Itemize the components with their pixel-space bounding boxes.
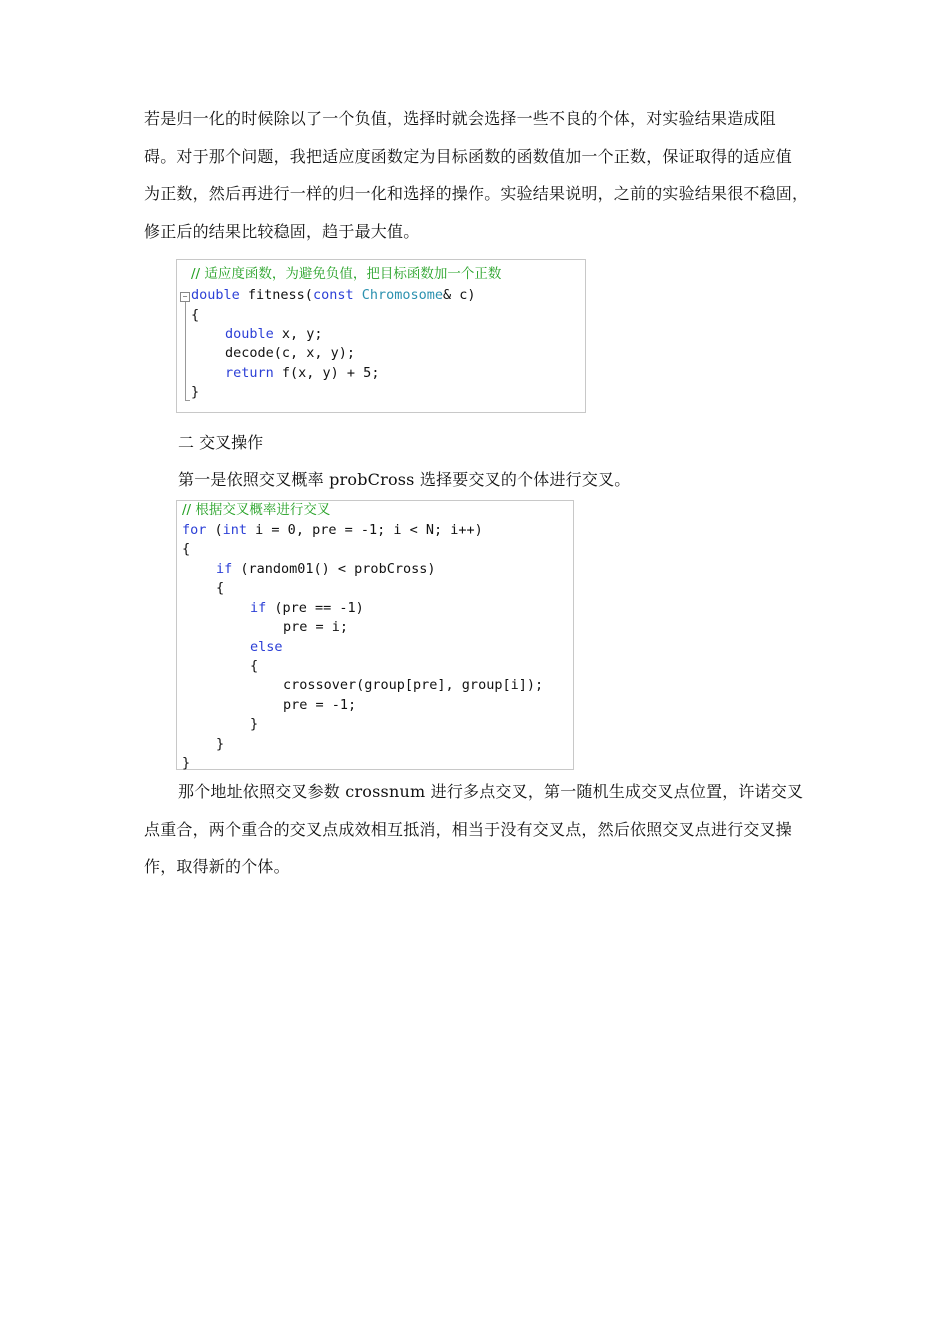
section-heading-crossover: 二 交叉操作 — [178, 433, 264, 452]
code-line-return — [225, 364, 379, 384]
code-text: & c) — [443, 287, 476, 303]
code-comment: // 根据交叉概率进行交叉 — [182, 502, 331, 518]
text-line: 作，取得新的个体。 — [144, 857, 290, 876]
paragraph-multipoint-crossover — [144, 773, 812, 886]
code-block-fitness — [176, 259, 586, 413]
keyword-if: if — [216, 561, 233, 577]
code-text: x, y; — [273, 326, 323, 342]
code-line-brace: } — [216, 736, 225, 752]
keyword-const: const — [312, 287, 354, 303]
code-line-signature — [191, 286, 476, 306]
code-line-decl — [225, 325, 323, 345]
text-line: 为正数，然后再进行一样的归一化和选择的操作。实验结果说明，之前的实验结果很不稳固， — [144, 184, 809, 203]
paragraph-fitness-normalization — [144, 100, 812, 250]
code-line-assign-pre: pre = i; — [283, 619, 349, 635]
keyword-double: double — [191, 287, 240, 303]
code-line-brace: { — [216, 580, 225, 596]
code-line-brace-open: { — [191, 307, 200, 323]
keyword-double: double — [225, 326, 274, 342]
text-line: 碍。对于那个问题，我把适应度函数定为目标函数的函数值加一个正数，保证取得的适应值 — [144, 146, 793, 166]
collapse-icon[interactable]: − — [180, 292, 190, 302]
code-line-for — [182, 521, 483, 541]
code-line-reset-pre: pre = -1; — [283, 697, 357, 713]
code-line-crossover-call: crossover(group[pre], group[i]); — [283, 677, 544, 693]
code-text: i = 0, pre = -1; i < N; i++) — [247, 522, 483, 538]
code-line-brace-close: } — [191, 384, 200, 400]
code-block-crossover — [176, 500, 574, 770]
keyword-else: else — [250, 639, 283, 655]
text-line: 那个地址依照交叉参数 crossnum 进行多点交叉，第一随机生成交叉点位置，许诺交叉 — [178, 782, 804, 801]
code-text: (pre == -1) — [266, 600, 364, 616]
code-line-if-pre — [250, 599, 364, 619]
code-line-brace: } — [250, 716, 259, 732]
code-line-brace: { — [250, 658, 259, 674]
code-line-brace: } — [182, 755, 191, 771]
code-text: fitness( — [239, 287, 313, 303]
text-line: 修正后的结果比较稳固，趋于最大值。 — [144, 221, 420, 241]
code-line-brace: { — [182, 541, 191, 557]
text-line: 若是归一化的时候除以了一个负值，选择时就会选择一些不良的个体，对实验结果造成阻 — [144, 109, 776, 128]
code-text: (random01() < probCross) — [232, 561, 436, 577]
keyword-return: return — [225, 365, 274, 381]
type-chromosome: Chromosome — [361, 287, 443, 303]
code-comment: // 适应度函数，为避免负值，把目标函数加一个正数 — [191, 266, 502, 282]
code-text: f(x, y) + 5; — [273, 365, 380, 381]
keyword-int: int — [222, 522, 248, 538]
paragraph-crossover-intro — [178, 461, 846, 499]
keyword-if: if — [250, 600, 267, 616]
text-line: 第一是依照交叉概率 probCross 选择要交叉的个体进行交叉。 — [178, 470, 631, 489]
text-line: 点重合，两个重合的交叉点成效相互抵消，相当于没有交叉点，然后依照交叉点进行交叉操 — [144, 819, 793, 839]
code-text: ( — [206, 522, 223, 538]
fold-guide-line — [185, 302, 186, 400]
fold-guide-end — [185, 400, 190, 401]
keyword-for: for — [182, 522, 207, 538]
code-line-if-random — [216, 560, 435, 580]
code-line-decode: decode(c, x, y); — [225, 345, 356, 361]
